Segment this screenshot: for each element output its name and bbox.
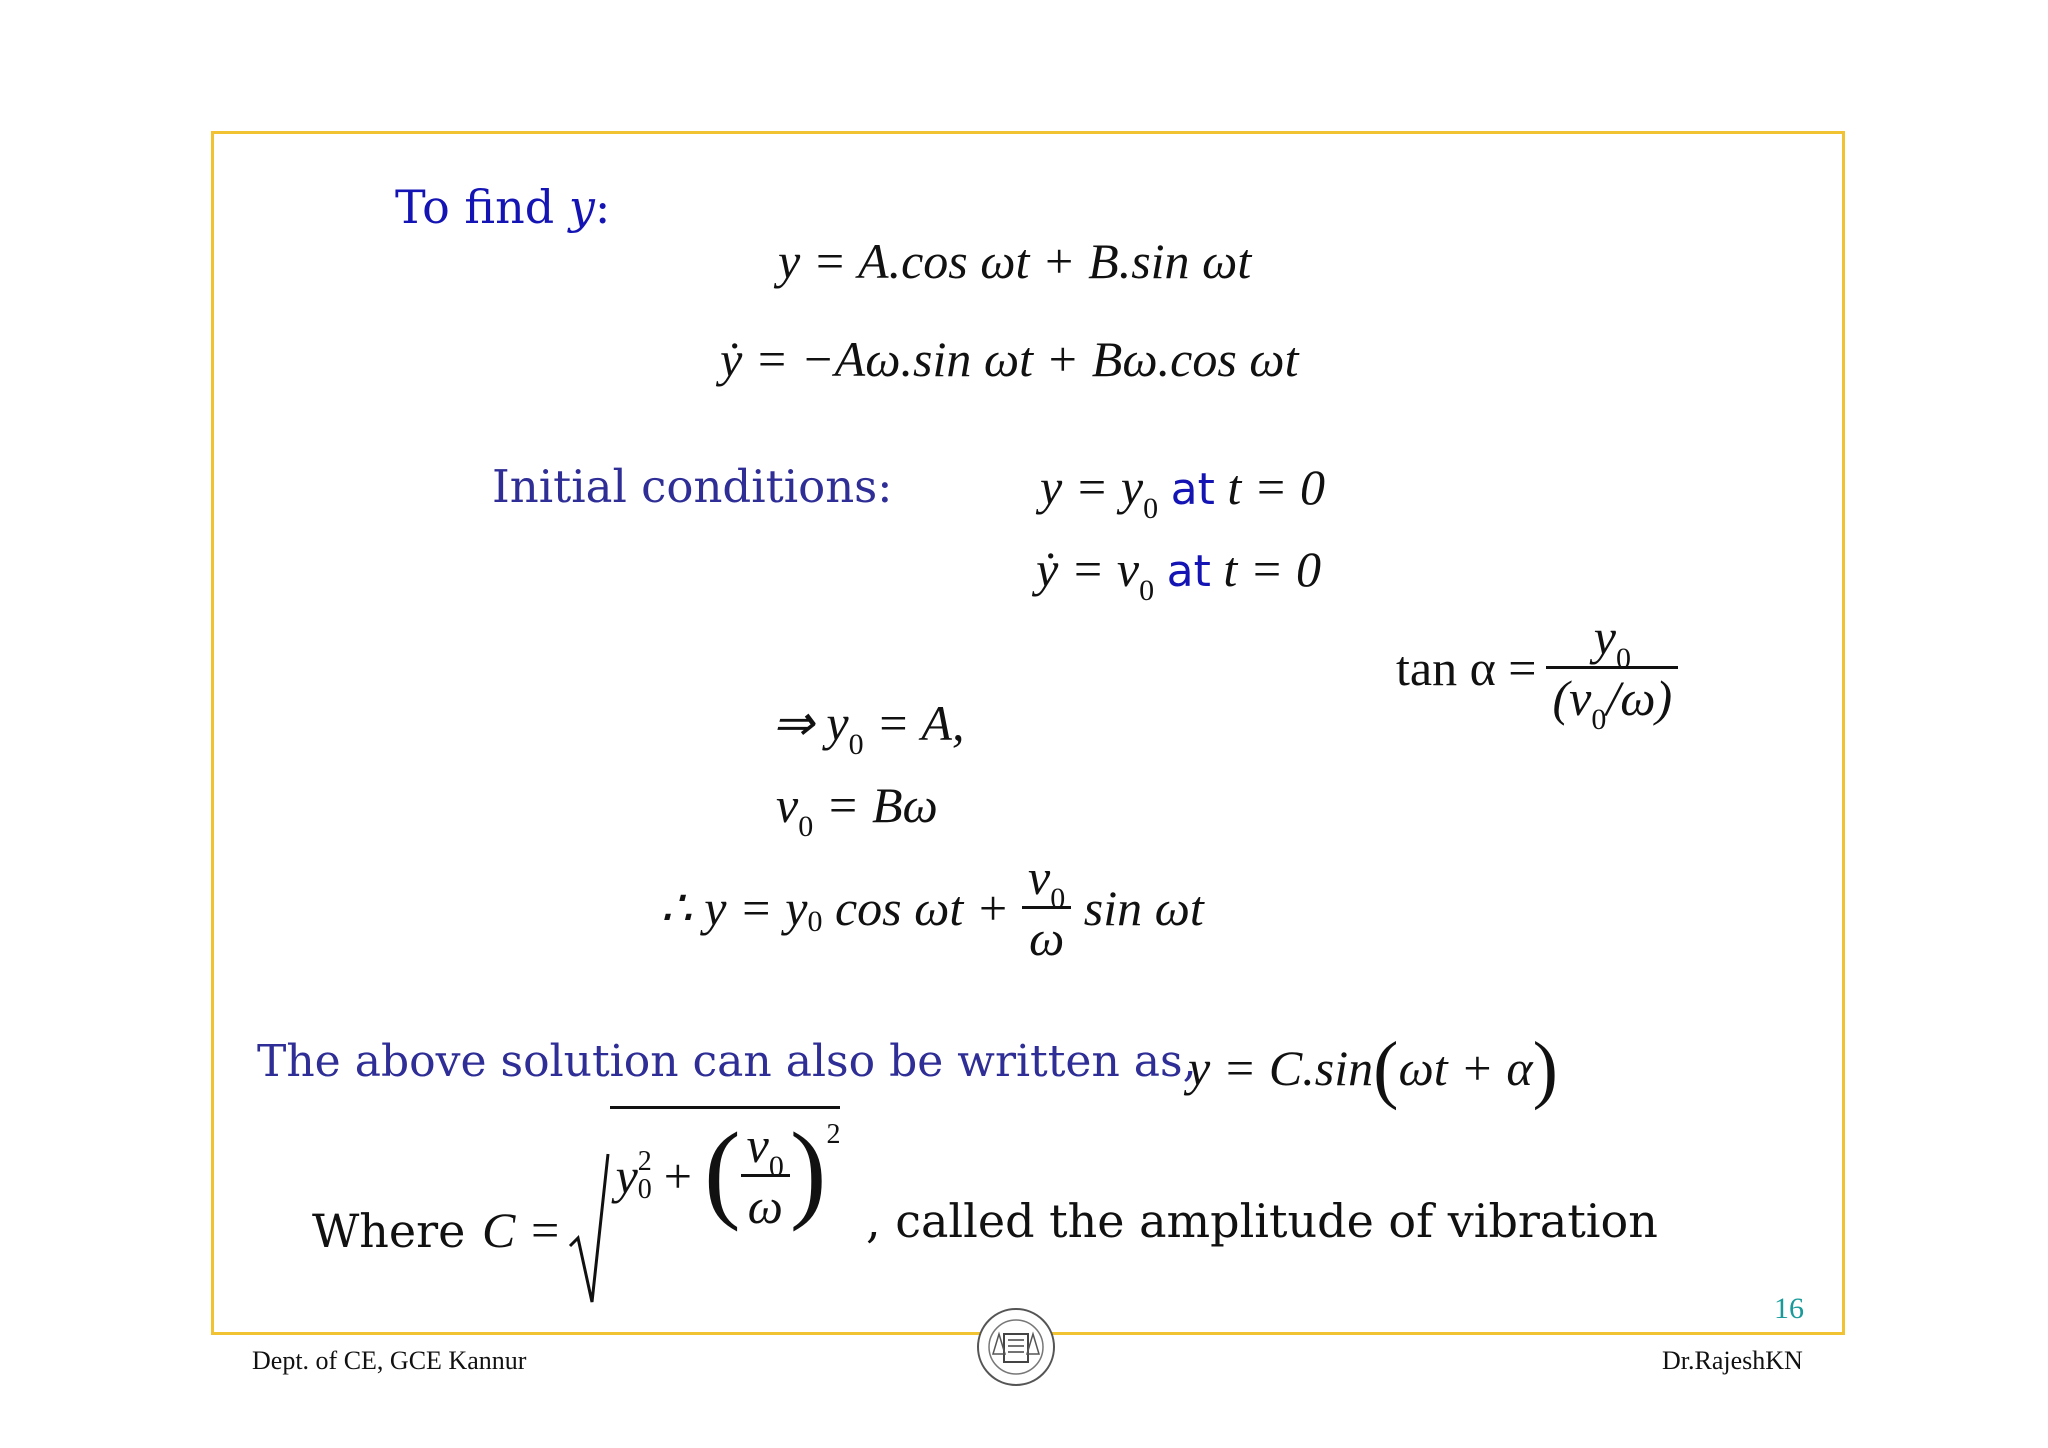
therefore-pre: ∴ y = y <box>660 879 808 936</box>
initial-conditions-label: Initial conditions: <box>492 460 893 513</box>
radicand-fraction-denominator <box>742 1177 789 1234</box>
ic2-lhs: ẏ = v <box>1036 541 1140 597</box>
tan-alpha-lhs: tan α = <box>1396 639 1537 696</box>
radicand-plus: + <box>663 1147 692 1204</box>
ic2-rhs: t = 0 <box>1223 541 1321 597</box>
radicand-open-paren: ( <box>704 1110 741 1232</box>
therefore-frac-num-sub: 0 <box>1050 882 1066 915</box>
footer-right: Dr.RajeshKN <box>1662 1346 1803 1375</box>
solution-eq-open-paren: ( <box>1373 1027 1399 1111</box>
page-number: 16 <box>1774 1292 1804 1325</box>
tan-den-post: /ω) <box>1606 670 1673 726</box>
tan-num-var: y <box>1593 609 1616 665</box>
implies-2-pre: v <box>776 777 799 833</box>
college-seal-logo-icon <box>975 1306 1057 1388</box>
heading-variable: y <box>568 180 595 234</box>
radicand-frac-den: ω <box>747 1178 783 1234</box>
radicand-frac-num: v <box>746 1117 769 1173</box>
initial-condition-1 <box>1040 458 1325 525</box>
amplitude-description: , called the amplitude of vibration <box>866 1194 1658 1248</box>
tan-alpha-fraction <box>1546 609 1678 736</box>
radicand-outer-sup: 2 <box>826 1118 841 1150</box>
ic1-at-word: at <box>1170 464 1215 515</box>
implies-1-pre: ⇒ y <box>772 695 849 751</box>
radicand-y-sup: 2 <box>637 1145 652 1177</box>
therefore-frac-num: v <box>1028 849 1051 905</box>
section-heading <box>395 180 610 234</box>
tan-den-pre: (v <box>1552 670 1592 726</box>
therefore-post: sin ωt <box>1071 879 1204 936</box>
radicand-fraction <box>741 1117 790 1234</box>
radicand-y: y <box>615 1147 638 1204</box>
therefore-frac-den: ω <box>1028 910 1065 966</box>
radicand-y-sub: 0 <box>637 1173 652 1205</box>
implies-line-2 <box>776 776 938 843</box>
solution-eq-close-paren: ) <box>1532 1027 1558 1111</box>
therefore-fraction <box>1022 849 1071 966</box>
ic2-subscript: 0 <box>1139 574 1155 607</box>
equation-y <box>778 232 1251 290</box>
tan-alpha-numerator <box>1588 609 1637 675</box>
implies-1-post: = A, <box>863 695 965 751</box>
ic1-rhs: t = 0 <box>1227 459 1325 515</box>
solution-text: The above solution can also be written as, <box>257 1036 1197 1087</box>
heading-suffix: : <box>594 180 611 234</box>
implies-2-sub: 0 <box>798 810 814 843</box>
ic1-lhs: y = y <box>1040 459 1144 515</box>
initial-condition-2 <box>1036 540 1321 607</box>
tan-alpha-equation <box>1396 609 1678 736</box>
square-root-sign <box>568 1150 610 1310</box>
implies-2-post: = Bω <box>813 777 938 833</box>
where-label: Where <box>312 1204 466 1258</box>
solution-eq-pre: y = C.sin <box>1188 1039 1374 1096</box>
therefore-mid: cos ωt + <box>822 879 1023 936</box>
footer-left: Dept. of CE, GCE Kannur <box>252 1346 527 1375</box>
solution-equation <box>1188 1027 1558 1117</box>
tan-den-sub: 0 <box>1591 703 1607 736</box>
ic1-subscript: 0 <box>1143 492 1159 525</box>
implies-1-sub: 0 <box>848 728 864 761</box>
radicand-fraction-numerator <box>741 1117 790 1183</box>
radicand <box>610 1106 841 1237</box>
college-seal-svg <box>975 1306 1057 1388</box>
implies-line-1 <box>772 694 965 761</box>
tan-num-sub: 0 <box>1615 642 1631 675</box>
therefore-fraction-denominator <box>1023 909 1070 966</box>
radicand-y-scripts <box>637 1145 652 1205</box>
equation-ydot-text: ẏ = −Aω.sin ωt + Bω.cos ωt <box>720 331 1299 387</box>
heading-prefix: To find <box>395 180 569 234</box>
amplitude-lhs: C = <box>482 1202 562 1258</box>
therefore-sub: 0 <box>807 904 823 938</box>
radicand-close-paren: ) <box>789 1110 827 1232</box>
therefore-equation <box>660 849 1204 966</box>
solution-eq-inner: ωt + α <box>1398 1039 1533 1096</box>
equation-ydot <box>720 330 1299 388</box>
radicand-frac-num-sub: 0 <box>768 1150 784 1183</box>
therefore-fraction-numerator <box>1022 849 1071 915</box>
amplitude-equation <box>482 1110 841 1310</box>
ic2-at-word: at <box>1166 546 1211 597</box>
equation-y-text: y = A.cos ωt + B.sin ωt <box>778 233 1252 289</box>
tan-alpha-denominator <box>1546 669 1678 736</box>
